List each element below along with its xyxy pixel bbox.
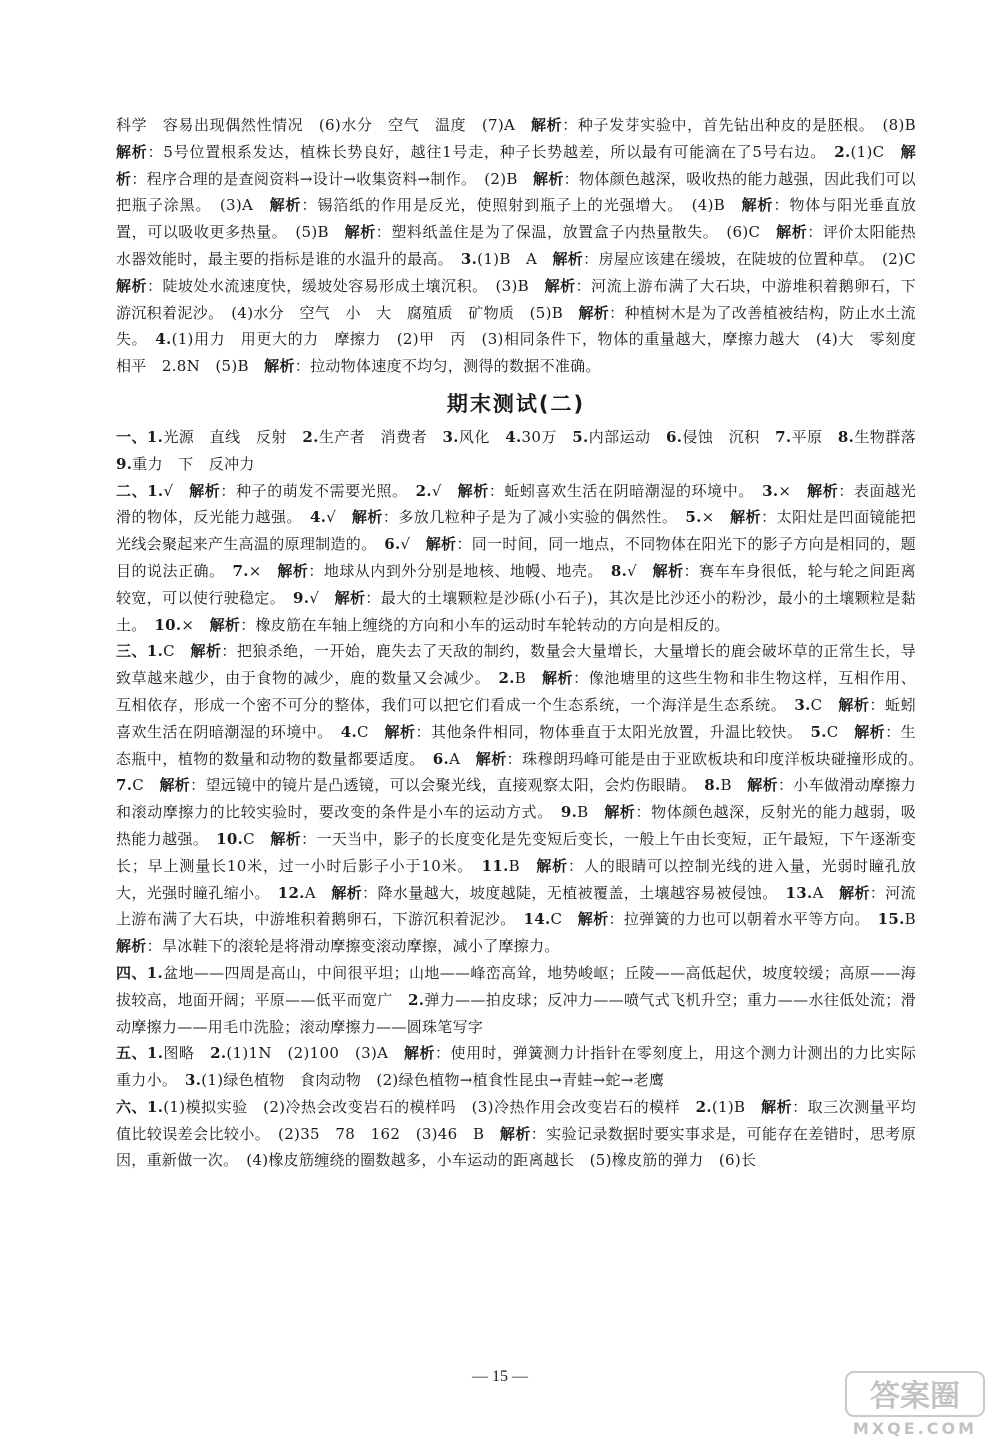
bold-label: 13. bbox=[785, 883, 813, 902]
bold-label: 解析 bbox=[531, 116, 563, 134]
bold-label: 2. bbox=[834, 142, 851, 161]
bold-label: 6. bbox=[432, 749, 450, 768]
bold-label: 2. bbox=[415, 481, 432, 500]
bold-label: 六、1. bbox=[116, 1097, 164, 1116]
bold-label: 解析 bbox=[533, 169, 564, 188]
part-4-answers: 四、1.盆地——四周是高山，中间很平坦；山地——峰峦高耸，地势峻岖；丘陵——高低起伏，坡度较缓；高原——海拔较高，地面开阔；平原——低平而宽广 2.弹力——拍皮球；反冲力——喷气式飞机升空；重力——水往低处流；滑动摩擦力——用毛巾洗脸；滚动摩擦力——圆珠笔写字 bbox=[116, 963, 916, 1036]
bold-label: 3. bbox=[185, 1071, 202, 1090]
bold-label: 解析 bbox=[536, 856, 569, 875]
bold-label: 10. bbox=[216, 829, 244, 848]
bold-label: 2. bbox=[210, 1044, 227, 1063]
bold-label: 3. bbox=[762, 481, 779, 500]
bold-label: 6. bbox=[665, 427, 683, 446]
bold-label: 解析 bbox=[116, 937, 147, 956]
bold-label: 解析 bbox=[652, 561, 684, 580]
bold-label: 解析 bbox=[776, 223, 808, 242]
bold-label: 解析 bbox=[838, 695, 870, 714]
bold-label: 解析 bbox=[839, 883, 870, 902]
bold-label: 解析 bbox=[270, 829, 302, 848]
bold-label: 3. bbox=[794, 695, 811, 714]
bold-label: 解析 bbox=[116, 276, 147, 295]
bold-label: 解析 bbox=[209, 615, 241, 634]
bold-label: 7. bbox=[116, 776, 133, 795]
bold-label: 五、1. bbox=[116, 1044, 164, 1063]
bold-label: 解析 bbox=[277, 561, 309, 580]
bold-label: 9. bbox=[560, 803, 578, 822]
bold-label: 2. bbox=[695, 1097, 712, 1116]
bold-label: 解析 bbox=[384, 722, 416, 741]
bold-label: 解析 bbox=[578, 303, 610, 322]
bold-label: 5. bbox=[572, 427, 589, 446]
bold-label: 解析 bbox=[269, 196, 302, 215]
intro-answers: 科学 容易出现偶然性情况 (6)水分 空气 温度 (7)A 解析：种子发芽实验中，首先钻出种皮的是胚根。 (8)B 解析：5号位置根系发达，植株长势良好，越往1号走，种子长势越差，所以最有可能滴在了5号右边。 2.(1)C 解析：程序合理的是查阅资料→设计→收集资料→制作。 (2)B 解析：物体颜色越深，吸收热的能力越强，因此我们可以把瓶子涂黑。 (3)A 解析：锡箔纸的作用是反光，使照射到瓶子上的光强增大。 (4)B 解析：物体与阳光垂直放置，可以吸收更多热量。 (5)B 解析：塑料纸盖住是为了保温，放置盒子内热量散失。 (6)C 解析：评价太阳能热水器效能时，最主要的指标是谁的水温升的最高。 3.(1)B A 解析：房屋应该建在缓坡，在陡坡的位置种草。 (2)C 解析：陡坡处水流速度快，缓坡处容易形成土壤沉积。 (3)B 解析：河流上游布满了大石块，中游堆积着鹅卵石，下游沉积着泥沙。 (4)水分 空气 小 大 腐殖质 矿物质 (5)B 解析：种植树木是为了改善植被结构，防止水土流失。 4.(1)用力 用更大的力 摩擦力 (2)甲 丙 (3)相同条件下，物体的重量越大，摩擦力越大 (4)大 零刻度 相平 2.8N (5)B 解析：拉动物体速度不均匀，测得的数据不准确。 bbox=[116, 116, 932, 376]
bold-label: 解析 bbox=[577, 910, 609, 929]
bold-label: 4. bbox=[310, 508, 327, 527]
bold-label: 四、1. bbox=[116, 963, 164, 982]
part-5-answers: 五、1.图略 2.(1)1N (2)100 (3)A 解析：使用时，弹簧测力计指针在零刻度上，用这个测力计测出的力比实际重力小。 3.(1)绿色植物 食肉动物 (2)绿色植物→植食性昆虫→青蛙→蛇→老鹰 bbox=[116, 1044, 916, 1090]
bold-label: 解析 bbox=[331, 883, 363, 902]
bold-label: 解析 bbox=[499, 1124, 531, 1143]
bold-label: 解析 bbox=[730, 508, 762, 527]
part-3-answers: 三、1.C 解析：把狼杀绝，一开始，鹿失去了天敌的制约，数量会大量增长，大量增长的鹿会破坏草的正常生长，导致草越来越少，由于食物的减少，鹿的数量又会减少。 2.B 解析：像池塘里的这些生物和非生物这样，互相作用、互相依存，形成一个密不可分的整体，我们可以把它们看成一个生态系统，一个海洋是生态系统。 3.C 解析：蚯蚓喜欢生活在阴暗潮湿的环境中。 4.C 解析：其他条件相同，物体垂直于太阳光放置，升温比较快。 5.C 解析：生态瓶中，植物的数量和动物的数量都要适度。 6.A 解析：珠穆朗玛峰可能是由于亚欧板块和印度洋板块碰撞形成的。 7.C 解析：望远镜中的镜片是凸透镜，可以会聚光线，直接观察太阳，会灼伤眼睛。 8.B 解析：小车做滑动摩擦力和滚动摩擦力的比较实验时，要改变的条件是小车的运动方式。 9.B 解析：物体颜色越深，反射光的能力越弱，吸热能力越强。 10.C 解析：一天当中，影子的长度变化是先变短后变长，一般上午由长变短，正午最短，下午逐渐变长；早上测量长10米，过一小时后影子小于10米。 11.B 解析：人的眼睛可以控制光线的进入量，光弱时瞳孔放大，光强时瞳孔缩小。 12.A 解析：降水量越大，坡度越陡，无植被覆盖，土壤越容易被侵蚀。 13.A 解析：河流上游布满了大石块，中游堆积着鹅卵石，下游沉积着泥沙。 14.C 解析：拉弹簧的力也可以朝着水平等方向。 15.B 解析：旱冰鞋下的滚轮是将滑动摩擦变滚动摩擦，减小了摩擦力。 bbox=[116, 642, 932, 956]
bold-label: 4. bbox=[155, 330, 172, 349]
bold-label: 2. bbox=[498, 669, 515, 688]
bold-label: 4. bbox=[505, 427, 522, 446]
bold-label: 14. bbox=[523, 910, 551, 929]
bold-label: 8. bbox=[704, 776, 721, 795]
bold-label: 解析 bbox=[159, 776, 191, 795]
section-title: 期末测试(二) bbox=[446, 391, 586, 416]
bold-label: 2. bbox=[302, 427, 319, 446]
bold-label: 解析 bbox=[189, 481, 221, 500]
bold-label: 解析 bbox=[544, 276, 576, 295]
bold-label: 7. bbox=[232, 561, 249, 580]
bold-label: 解析 bbox=[604, 803, 636, 822]
bold-label: 解析 bbox=[761, 1097, 793, 1116]
bold-label: 解析 bbox=[264, 357, 295, 376]
bold-label: 解析 bbox=[334, 588, 366, 607]
svg-text:答案圈: 答案圈 bbox=[870, 1379, 960, 1414]
svg-text:MXQE.COM: MXQE.COM bbox=[852, 1419, 978, 1438]
bold-label: 二、1. bbox=[116, 481, 164, 500]
part-6-answers: 六、1.(1)模拟实验 (2)冷热会改变岩石的模样吗 (3)冷热作用会改变岩石的模样 2.(1)B 解析：取三次测量平均值比较误差会比较小。 (2)35 78 162 (3)46 B 解析：实验记录数据时要实事求是，可能存在差错时，思考原因，重新做一次。 (4)橡皮筋缠绕的圈数越多，小车运动的距离越长 (5)橡皮筋的弹力 (6)长 bbox=[116, 1097, 917, 1170]
bold-label: 10. bbox=[154, 615, 182, 634]
bold-label: 7. bbox=[775, 427, 792, 446]
bold-label: 12. bbox=[277, 883, 305, 902]
bold-label: 11. bbox=[481, 856, 509, 875]
bold-label: 解析 bbox=[425, 535, 457, 554]
answer-page bbox=[116, 112, 932, 1174]
bold-label: 9. bbox=[293, 588, 310, 607]
part-2-answers: 二、1.√ 解析：种子的萌发不需要光照。 2.√ 解析：蚯蚓喜欢生活在阴暗潮湿的环境中。 3.× 解析：表面越光滑的物体，反光能力越强。 4.√ 解析：多放几粒种子是为了减小实验的偶然性。 5.× 解析：太阳灶是凹面镜能把光线会聚起来产生高温的原理制造的。 6.√ 解析：同一时间，同一地点，不同物体在阳光下的影子方向是相同的，题目的说法正确。 7.× 解析：地球从内到外分别是地核、地幔、地壳。 8.√ 解析：赛车车身很低，轮与轮之间距离较宽，可以使行驶稳定。 9.√ 解析：最大的土壤颗粒是沙砾(小石子)，其次是比沙还小的粉沙，最小的土壤颗粒是黏土。 10.× 解析：橡皮筋在车轴上缠绕的方向和小车的运动时车轮转动的方向是相反的。 bbox=[116, 481, 917, 634]
bold-label: 2. bbox=[408, 990, 425, 1009]
bold-label: 解析 bbox=[116, 142, 148, 161]
bold-label: 解析 bbox=[344, 223, 376, 242]
bold-label: 解析 bbox=[854, 722, 886, 741]
bold-label: 5. bbox=[810, 722, 827, 741]
bold-label: 3. bbox=[442, 427, 459, 446]
bold-label: 4. bbox=[340, 722, 358, 741]
bold-label: 解析 bbox=[403, 1044, 436, 1063]
bold-label: 8. bbox=[837, 427, 855, 446]
part-1-answers: 一、1.光源 直线 反射 2.生产者 消费者 3.风化 4.30万 5.内部运动 6.侵蚀 沉积 7.平原 8.生物群落 9.重力 下 反冲力 bbox=[116, 427, 932, 473]
bold-label: 解析 bbox=[457, 481, 489, 500]
bold-label: 3. bbox=[460, 249, 478, 268]
bold-label: 解析 bbox=[747, 776, 778, 795]
bold-label: 解析 bbox=[541, 669, 574, 688]
bold-label: 解析 bbox=[807, 481, 839, 500]
bold-label: 6. bbox=[384, 535, 401, 554]
bold-label: 三、1. bbox=[116, 642, 164, 661]
bold-label: 解析 bbox=[741, 196, 774, 215]
bold-label: 15. bbox=[877, 910, 905, 929]
bold-label: 8. bbox=[610, 561, 628, 580]
bold-label: 5. bbox=[685, 508, 702, 527]
bold-label: 解析 bbox=[351, 508, 383, 527]
bold-label: 9. bbox=[116, 454, 133, 473]
bold-label: 解析 bbox=[116, 142, 916, 188]
bold-label: 解析 bbox=[475, 749, 507, 768]
bold-label: 解析 bbox=[552, 249, 584, 268]
page-number: — 15 — bbox=[472, 1368, 528, 1385]
bold-label: 解析 bbox=[190, 642, 222, 661]
bold-label: 一、1. bbox=[116, 427, 164, 446]
watermark-logo bbox=[842, 1368, 988, 1440]
